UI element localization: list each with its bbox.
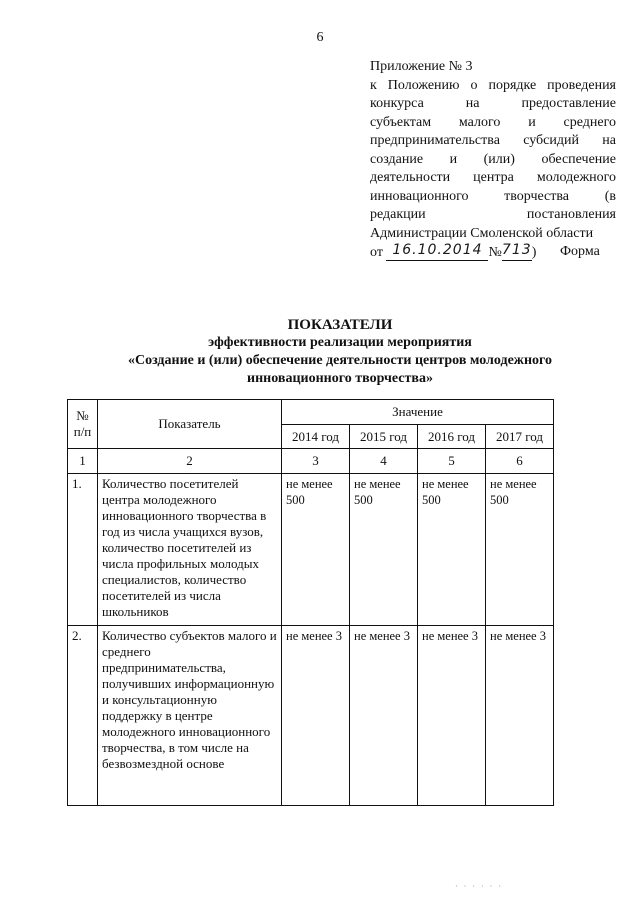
index-cell: 1 (68, 449, 98, 474)
appendix-line-1: к Положению о порядке проведения (370, 77, 616, 93)
row-number: 2. (68, 626, 98, 806)
header-value: Значение (282, 400, 554, 425)
row-indicator: Количество субъектов малого и среднего предпринимательства, получивших информационную и консультационную поддержку в центре молодежного инновационного творчества, в том числе на безвозмездной основе (98, 626, 282, 806)
index-cell: 2 (98, 449, 282, 474)
row-value-2014: не менее 500 (282, 474, 350, 626)
row-value-2016: не менее 500 (418, 474, 486, 626)
index-cell: 6 (486, 449, 554, 474)
scan-artifact: · · · · · · (455, 882, 503, 891)
number-prefix: № (488, 245, 502, 260)
row-indicator: Количество посетителей центра молодежного инновационного творчества в год из числа учащихся вузов, количество посетителей из числа профильных молодых специалистов, количество посетителей из числа школьников (98, 474, 282, 626)
index-cell: 5 (418, 449, 486, 474)
closing-paren: ) (531, 245, 537, 260)
appendix-line-3: субъектам малого и среднего (370, 114, 616, 130)
row-value-2015: не менее 500 (350, 474, 418, 626)
table-header-row (68, 400, 554, 425)
appendix-line-2: конкурса на предоставление (370, 96, 616, 111)
appendix-header (370, 58, 616, 263)
document-heading (60, 316, 620, 388)
heading-subtitle-1: эффективности реализации мероприятия (208, 335, 472, 350)
index-cell: 4 (350, 449, 418, 474)
table-row (68, 626, 554, 806)
header-year-2014: 2014 год (282, 425, 350, 449)
page-number: 6 (316, 30, 324, 45)
header-year-2015: 2015 год (350, 425, 418, 449)
date-prefix: от (370, 245, 383, 260)
header-year-2017: 2017 год (486, 425, 554, 449)
appendix-authority: Администрации Смоленской области (370, 225, 594, 241)
index-cell: 3 (282, 449, 350, 474)
row-value-2017: не менее 500 (486, 474, 554, 626)
appendix-title: Приложение № 3 (370, 59, 473, 74)
indicators-table (67, 399, 554, 806)
row-value-2017: не менее 3 (486, 626, 554, 806)
appendix-line-8: редакции постановления (370, 207, 616, 222)
form-label: Форма (560, 244, 600, 259)
heading-subtitle-3: инновационного творчества» (247, 371, 433, 386)
appendix-line-7: инновационного творчества (в (370, 188, 616, 204)
handwritten-date: 16.10.2014 (386, 241, 488, 261)
header-number: № п/п (68, 400, 98, 449)
appendix-line-5: создание и (или) обеспечение (370, 151, 616, 167)
heading-title: ПОКАЗАТЕЛИ (287, 317, 393, 333)
handwritten-number: 713 (502, 241, 532, 261)
heading-subtitle-2: «Создание и (или) обеспечение деятельности центров молодежного (127, 353, 553, 368)
table-row (68, 474, 554, 626)
appendix-line-4: предпринимательства субсидий на (370, 133, 616, 148)
column-index-row (68, 449, 554, 474)
header-indicator: Показатель (98, 400, 282, 449)
row-value-2015: не менее 3 (350, 626, 418, 806)
row-value-2014: не менее 3 (282, 626, 350, 806)
row-number: 1. (68, 474, 98, 626)
appendix-line-6: деятельности центра молодежного (370, 170, 616, 185)
header-year-2016: 2016 год (418, 425, 486, 449)
row-value-2016: не менее 3 (418, 626, 486, 806)
